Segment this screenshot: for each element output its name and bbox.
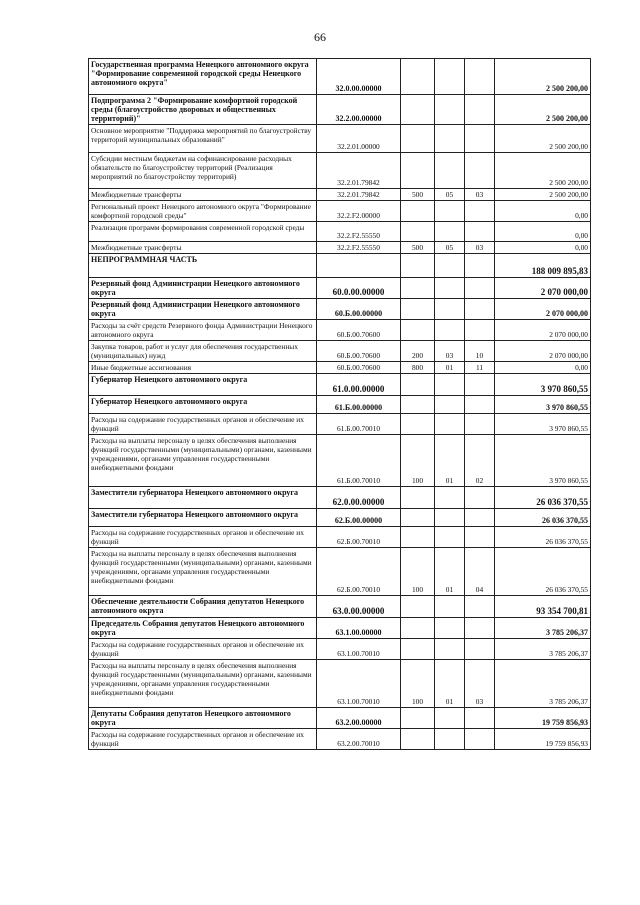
cell-code: 62.Б.00.70010: [317, 527, 401, 548]
cell-name: Закупка товаров, работ и услуг для обеспечения государственных (муниципальных) нужд: [89, 341, 317, 362]
cell-v2: [435, 59, 465, 95]
cell-v1: [401, 414, 435, 435]
cell-name: Расходы за счёт средств Резервного фонда Администрации Ненецкого автономного округа: [89, 320, 317, 341]
cell-amount: 3 970 860,55: [495, 414, 591, 435]
cell-v2: [435, 254, 465, 278]
cell-v3: [465, 95, 495, 125]
cell-amount: 0,00: [495, 362, 591, 374]
cell-v2: [435, 509, 465, 527]
cell-v2: [435, 487, 465, 509]
table-row: [89, 548, 591, 596]
cell-v2: [435, 278, 465, 299]
cell-name: Председатель Собрания депутатов Ненецкого автономного округа: [89, 618, 317, 639]
cell-v2: [435, 414, 465, 435]
cell-name: НЕПРОГРАММНАЯ ЧАСТЬ: [89, 254, 317, 278]
cell-name: Основное мероприятие "Поддержка мероприятий по благоустройству территорий муниципальных образований": [89, 125, 317, 153]
cell-v3: [465, 222, 495, 242]
cell-v2: [435, 708, 465, 729]
cell-code: 63.2.00.00000: [317, 708, 401, 729]
table-row: [89, 189, 591, 201]
cell-name: Расходы на выплаты персоналу в целях обеспечения выполнения функций государственными (муниципальными) органами, казенными учреждениями, органами управления государственными внебюджетными фондами: [89, 548, 317, 596]
cell-v1: [401, 729, 435, 750]
cell-amount: 19 759 856,93: [495, 708, 591, 729]
cell-v1: [401, 708, 435, 729]
cell-code: 60.Б.00.70600: [317, 320, 401, 341]
budget-table: [88, 58, 591, 750]
table-row: [89, 278, 591, 299]
table-row: [89, 362, 591, 374]
cell-amount: 2 070 000,00: [495, 299, 591, 320]
cell-v3: [465, 527, 495, 548]
table-row: [89, 708, 591, 729]
cell-v1: 100: [401, 548, 435, 596]
cell-amount: 3 785 206,37: [495, 639, 591, 660]
table-row: [89, 59, 591, 95]
cell-amount: 0,00: [495, 201, 591, 222]
table-row: [89, 396, 591, 414]
cell-v2: 05: [435, 189, 465, 201]
cell-amount: 2 500 200,00: [495, 59, 591, 95]
table-row: [89, 254, 591, 278]
table-row: [89, 299, 591, 320]
cell-name: Расходы на содержание государственных органов и обеспечение их функций: [89, 639, 317, 660]
cell-v1: [401, 278, 435, 299]
cell-amount: 3 970 860,55: [495, 435, 591, 487]
cell-v3: [465, 509, 495, 527]
table-row: [89, 639, 591, 660]
cell-v3: [465, 153, 495, 189]
cell-v2: [435, 527, 465, 548]
cell-amount: 26 036 370,55: [495, 487, 591, 509]
cell-v1: [401, 487, 435, 509]
cell-amount: 26 036 370,55: [495, 527, 591, 548]
cell-code: 61.Б.00.00000: [317, 396, 401, 414]
cell-v1: [401, 59, 435, 95]
cell-v2: [435, 596, 465, 618]
cell-amount: 26 036 370,55: [495, 548, 591, 596]
cell-v3: [465, 254, 495, 278]
cell-v3: [465, 487, 495, 509]
cell-name: Расходы на выплаты персоналу в целях обеспечения выполнения функций государственными (муниципальными) органами, казенными учреждениями, органами управления государственными внебюджетными фондами: [89, 435, 317, 487]
cell-amount: 2 500 200,00: [495, 95, 591, 125]
cell-v2: [435, 374, 465, 396]
cell-amount: 93 354 700,81: [495, 596, 591, 618]
cell-amount: 3 785 206,37: [495, 618, 591, 639]
table-row: [89, 487, 591, 509]
cell-name: Заместители губернатора Ненецкого автономного округа: [89, 509, 317, 527]
cell-name: Государственная программа Ненецкого автономного округа "Формирование современной городской среды Ненецкого автономного округа": [89, 59, 317, 95]
cell-amount: 0,00: [495, 222, 591, 242]
cell-v3: [465, 299, 495, 320]
cell-v1: 100: [401, 660, 435, 708]
table-row: [89, 320, 591, 341]
cell-v3: [465, 201, 495, 222]
cell-amount: 2 070 000,00: [495, 320, 591, 341]
cell-code: [317, 254, 401, 278]
cell-code: 32.2.F2.55550: [317, 242, 401, 254]
table-row: [89, 414, 591, 435]
cell-name: Расходы на содержание государственных органов и обеспечение их функций: [89, 729, 317, 750]
cell-amount: 188 009 895,83: [495, 254, 591, 278]
cell-name: Подпрограмма 2 "Формирование комфортной городской среды (благоустройство дворовых и общественных территорий)": [89, 95, 317, 125]
cell-v1: 500: [401, 189, 435, 201]
cell-code: 60.Б.00.70600: [317, 362, 401, 374]
cell-v1: [401, 527, 435, 548]
cell-v2: 05: [435, 242, 465, 254]
cell-v1: [401, 125, 435, 153]
table-row: [89, 153, 591, 189]
cell-v2: [435, 125, 465, 153]
cell-v2: [435, 95, 465, 125]
cell-name: Губернатор Ненецкого автономного округа: [89, 374, 317, 396]
cell-v3: [465, 708, 495, 729]
table-row: [89, 222, 591, 242]
cell-code: 60.0.00.00000: [317, 278, 401, 299]
cell-v1: 500: [401, 242, 435, 254]
cell-amount: 2 500 200,00: [495, 153, 591, 189]
cell-v3: 03: [465, 242, 495, 254]
cell-name: Региональный проект Ненецкого автономного округа "Формирование комфортной городской среды": [89, 201, 317, 222]
cell-v1: [401, 254, 435, 278]
cell-v1: [401, 374, 435, 396]
cell-code: 63.1.00.70010: [317, 639, 401, 660]
table-row: [89, 527, 591, 548]
cell-v1: [401, 320, 435, 341]
cell-v3: 03: [465, 189, 495, 201]
cell-name: Межбюджетные трансферты: [89, 189, 317, 201]
page-number: 66: [314, 30, 326, 44]
cell-v3: [465, 596, 495, 618]
cell-name: Иные бюджетные ассигнования: [89, 362, 317, 374]
cell-name: Расходы на содержание государственных органов и обеспечение их функций: [89, 414, 317, 435]
cell-name: Резервный фонд Администрации Ненецкого автономного округа: [89, 299, 317, 320]
cell-v1: [401, 396, 435, 414]
cell-name: Расходы на выплаты персоналу в целях обеспечения выполнения функций государственными (муниципальными) органами, казенными учреждениями, органами управления государственными внебюджетными фондами: [89, 660, 317, 708]
cell-v2: [435, 320, 465, 341]
cell-code: 32.2.F2.00000: [317, 201, 401, 222]
cell-name: Межбюджетные трансферты: [89, 242, 317, 254]
cell-v3: 03: [465, 660, 495, 708]
cell-code: 32.2.01.79842: [317, 189, 401, 201]
cell-v2: 01: [435, 548, 465, 596]
cell-name: Реализация программ формирования современной городской среды: [89, 222, 317, 242]
cell-v3: [465, 729, 495, 750]
cell-code: 63.1.00.00000: [317, 618, 401, 639]
cell-amount: 19 759 856,93: [495, 729, 591, 750]
cell-name: Резервный фонд Администрации Ненецкого автономного округа: [89, 278, 317, 299]
cell-amount: 3 785 206,37: [495, 660, 591, 708]
cell-v2: [435, 222, 465, 242]
table-row: [89, 509, 591, 527]
cell-amount: 3 970 860,55: [495, 374, 591, 396]
cell-v1: 200: [401, 341, 435, 362]
cell-v2: [435, 639, 465, 660]
cell-v2: [435, 153, 465, 189]
cell-v2: 01: [435, 435, 465, 487]
cell-code: 32.2.01.00000: [317, 125, 401, 153]
cell-code: 62.Б.00.00000: [317, 509, 401, 527]
cell-v1: [401, 153, 435, 189]
cell-code: 61.0.00.00000: [317, 374, 401, 396]
cell-v3: [465, 396, 495, 414]
cell-code: 63.2.00.70010: [317, 729, 401, 750]
table-row: [89, 435, 591, 487]
cell-amount: 26 036 370,55: [495, 509, 591, 527]
table-row: [89, 341, 591, 362]
cell-code: 32.2.F2.55550: [317, 222, 401, 242]
cell-amount: 2 070 000,00: [495, 341, 591, 362]
cell-name: Губернатор Ненецкого автономного округа: [89, 396, 317, 414]
cell-v2: [435, 201, 465, 222]
cell-name: Субсидии местным бюджетам на софинансирование расходных обязательств по благоустройству территорий (Реализация мероприятий по благоустройству территорий): [89, 153, 317, 189]
cell-v3: [465, 125, 495, 153]
cell-amount: 3 970 860,55: [495, 396, 591, 414]
cell-name: Заместители губернатора Ненецкого автономного округа: [89, 487, 317, 509]
cell-v1: [401, 222, 435, 242]
cell-amount: 0,00: [495, 242, 591, 254]
table-row: [89, 660, 591, 708]
table-row: [89, 242, 591, 254]
cell-v2: [435, 396, 465, 414]
cell-v1: [401, 618, 435, 639]
cell-v3: [465, 59, 495, 95]
cell-v1: [401, 596, 435, 618]
cell-v2: 01: [435, 660, 465, 708]
cell-code: 62.Б.00.70010: [317, 548, 401, 596]
cell-code: 63.0.00.00000: [317, 596, 401, 618]
cell-code: 32.0.00.00000: [317, 59, 401, 95]
cell-code: 60.Б.00.00000: [317, 299, 401, 320]
cell-name: Обеспечение деятельности Собрания депутатов Ненецкого автономного округа: [89, 596, 317, 618]
cell-code: 32.2.01.79842: [317, 153, 401, 189]
cell-code: 60.Б.00.70600: [317, 341, 401, 362]
cell-code: 62.0.00.00000: [317, 487, 401, 509]
cell-v3: 04: [465, 548, 495, 596]
cell-code: 63.1.00.70010: [317, 660, 401, 708]
cell-v1: [401, 639, 435, 660]
cell-v3: 02: [465, 435, 495, 487]
cell-amount: 2 500 200,00: [495, 125, 591, 153]
cell-code: 32.2.00.00000: [317, 95, 401, 125]
cell-v1: [401, 509, 435, 527]
cell-v3: [465, 278, 495, 299]
cell-v1: 100: [401, 435, 435, 487]
cell-v1: 800: [401, 362, 435, 374]
cell-v3: [465, 414, 495, 435]
cell-v2: [435, 618, 465, 639]
cell-amount: 2 070 000,00: [495, 278, 591, 299]
budget-table-body: [89, 59, 591, 750]
cell-v3: [465, 618, 495, 639]
cell-v2: [435, 299, 465, 320]
cell-v3: 10: [465, 341, 495, 362]
table-row: [89, 125, 591, 153]
cell-v2: [435, 729, 465, 750]
cell-v2: 01: [435, 362, 465, 374]
cell-v1: [401, 201, 435, 222]
table-row: [89, 95, 591, 125]
table-row: [89, 374, 591, 396]
cell-v3: 11: [465, 362, 495, 374]
cell-code: 61.Б.00.70010: [317, 435, 401, 487]
cell-v1: [401, 299, 435, 320]
cell-v3: [465, 320, 495, 341]
cell-v3: [465, 374, 495, 396]
cell-v1: [401, 95, 435, 125]
table-row: [89, 201, 591, 222]
cell-v3: [465, 639, 495, 660]
cell-amount: 2 500 200,00: [495, 189, 591, 201]
cell-name: Депутаты Собрания депутатов Ненецкого автономного округа: [89, 708, 317, 729]
table-row: [89, 729, 591, 750]
cell-name: Расходы на содержание государственных органов и обеспечение их функций: [89, 527, 317, 548]
cell-v2: 03: [435, 341, 465, 362]
table-row: [89, 618, 591, 639]
table-row: [89, 596, 591, 618]
cell-code: 61.Б.00.70010: [317, 414, 401, 435]
